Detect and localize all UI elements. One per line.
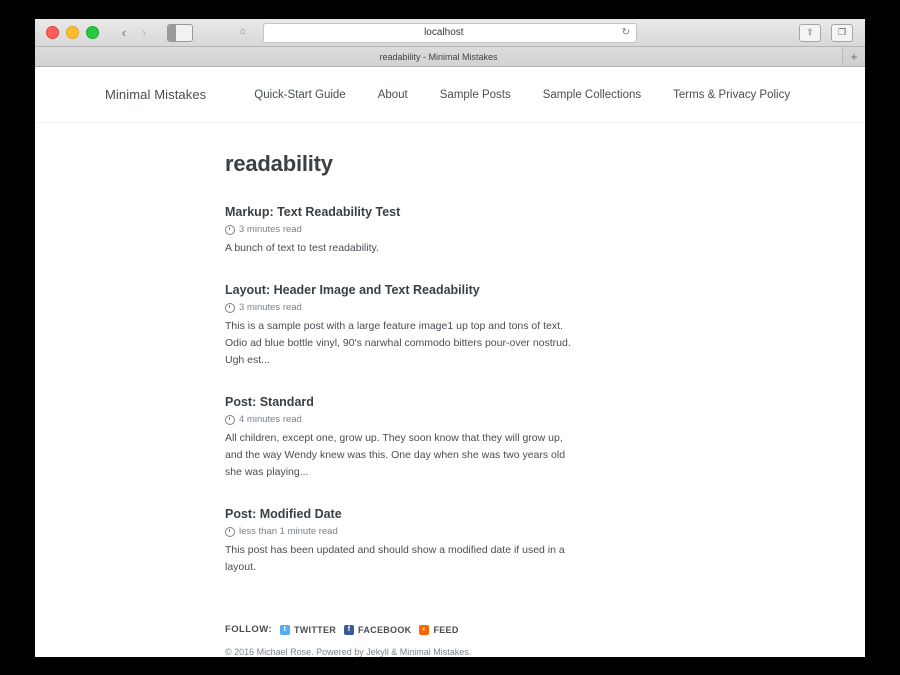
navigation-buttons[interactable] xyxy=(115,24,153,42)
sidebar-toggle-icon[interactable] xyxy=(167,24,193,42)
copyright-text: © 2016 Michael Rose. Powered by Jekyll & Minimal Mistakes. xyxy=(225,647,472,657)
minimize-window-button[interactable] xyxy=(66,26,79,39)
nav-item-sample-posts[interactable]: Sample Posts xyxy=(439,88,511,101)
entry-read-time: 4 minutes read xyxy=(239,414,302,425)
follow-row xyxy=(225,624,795,635)
follow-label: FOLLOW: xyxy=(225,624,272,635)
list-item xyxy=(225,507,575,576)
entry-title-link[interactable]: Layout: Header Image and Text Readability xyxy=(225,283,480,297)
social-link-facebook[interactable] xyxy=(344,625,411,635)
entry-meta xyxy=(225,414,575,425)
list-item xyxy=(225,205,575,257)
twitter-icon: t xyxy=(280,625,290,635)
entry-excerpt: A bunch of text to test readability. xyxy=(225,242,379,254)
address-bar[interactable] xyxy=(240,23,637,43)
home-icon[interactable]: ⌂ xyxy=(240,25,247,37)
reload-icon[interactable]: ↻ xyxy=(621,27,630,38)
tab-bar xyxy=(35,47,865,67)
nav-item-about[interactable]: About xyxy=(377,88,408,101)
entry-meta xyxy=(225,224,575,235)
entry-excerpt: This is a sample post with a large feature image1 up top and tons of text. Odio ad blue bottle vinyl, 90's narwhal commodo bitters pour-over nostrud. Ugh est... xyxy=(225,320,571,366)
list-item xyxy=(225,283,575,369)
toolbar-right-buttons[interactable] xyxy=(799,24,857,42)
facebook-icon: f xyxy=(344,625,354,635)
entry-meta xyxy=(225,526,575,537)
url-text: localhost xyxy=(424,27,464,38)
list-item xyxy=(225,395,575,481)
close-window-button[interactable] xyxy=(46,26,59,39)
tabs-overview-icon[interactable]: ❐ xyxy=(831,24,853,42)
entry-title-link[interactable]: Markup: Text Readability Test xyxy=(225,205,401,219)
nav-item-terms-privacy-policy[interactable]: Terms & Privacy Policy xyxy=(673,88,791,101)
nav-item-sample-collections[interactable]: Sample Collections xyxy=(542,88,642,101)
rss-feed-icon: ◐ xyxy=(419,625,429,635)
entry-title-link[interactable]: Post: Modified Date xyxy=(225,507,342,521)
social-label-feed: FEED xyxy=(433,624,459,635)
back-icon[interactable]: ‹ xyxy=(121,25,127,40)
social-link-feed[interactable] xyxy=(419,625,458,635)
forward-icon[interactable]: › xyxy=(141,25,147,40)
entry-excerpt: This post has been updated and should show a modified date if used in a layout. xyxy=(225,544,565,573)
nav-item-quick-start-guide[interactable]: Quick-Start Guide xyxy=(254,88,346,101)
clock-icon xyxy=(225,527,235,537)
browser-titlebar xyxy=(35,19,865,47)
tab-readability[interactable]: readability - Minimal Mistakes xyxy=(35,47,842,66)
entry-title-link[interactable]: Post: Standard xyxy=(225,395,314,409)
site-navigation xyxy=(254,89,790,101)
page-content xyxy=(35,123,865,576)
window-controls[interactable] xyxy=(46,26,99,39)
site-masthead xyxy=(35,67,865,123)
new-tab-button[interactable]: + xyxy=(842,47,865,66)
browser-window xyxy=(35,19,865,657)
social-label-facebook: FACEBOOK xyxy=(358,624,412,635)
social-link-twitter[interactable] xyxy=(280,625,336,635)
entry-excerpt: All children, except one, grow up. They soon know that they will grow up, and the way Wendy knew was this. One day when she was two years old she was playing... xyxy=(225,432,566,478)
entry-read-time: less than 1 minute read xyxy=(239,526,338,537)
page-viewport xyxy=(35,67,865,657)
maximize-window-button[interactable] xyxy=(86,26,99,39)
clock-icon xyxy=(225,303,235,313)
clock-icon xyxy=(225,415,235,425)
social-label-twitter: TWITTER xyxy=(293,624,337,635)
site-title-link[interactable]: Minimal Mistakes xyxy=(105,87,207,102)
page-title: readability xyxy=(225,151,333,176)
page-footer xyxy=(35,624,865,657)
clock-icon xyxy=(225,225,235,235)
entry-read-time: 3 minutes read xyxy=(239,224,302,235)
entry-read-time: 3 minutes read xyxy=(239,302,302,313)
share-icon[interactable]: ⇧ xyxy=(799,24,821,42)
entry-meta xyxy=(225,302,575,313)
